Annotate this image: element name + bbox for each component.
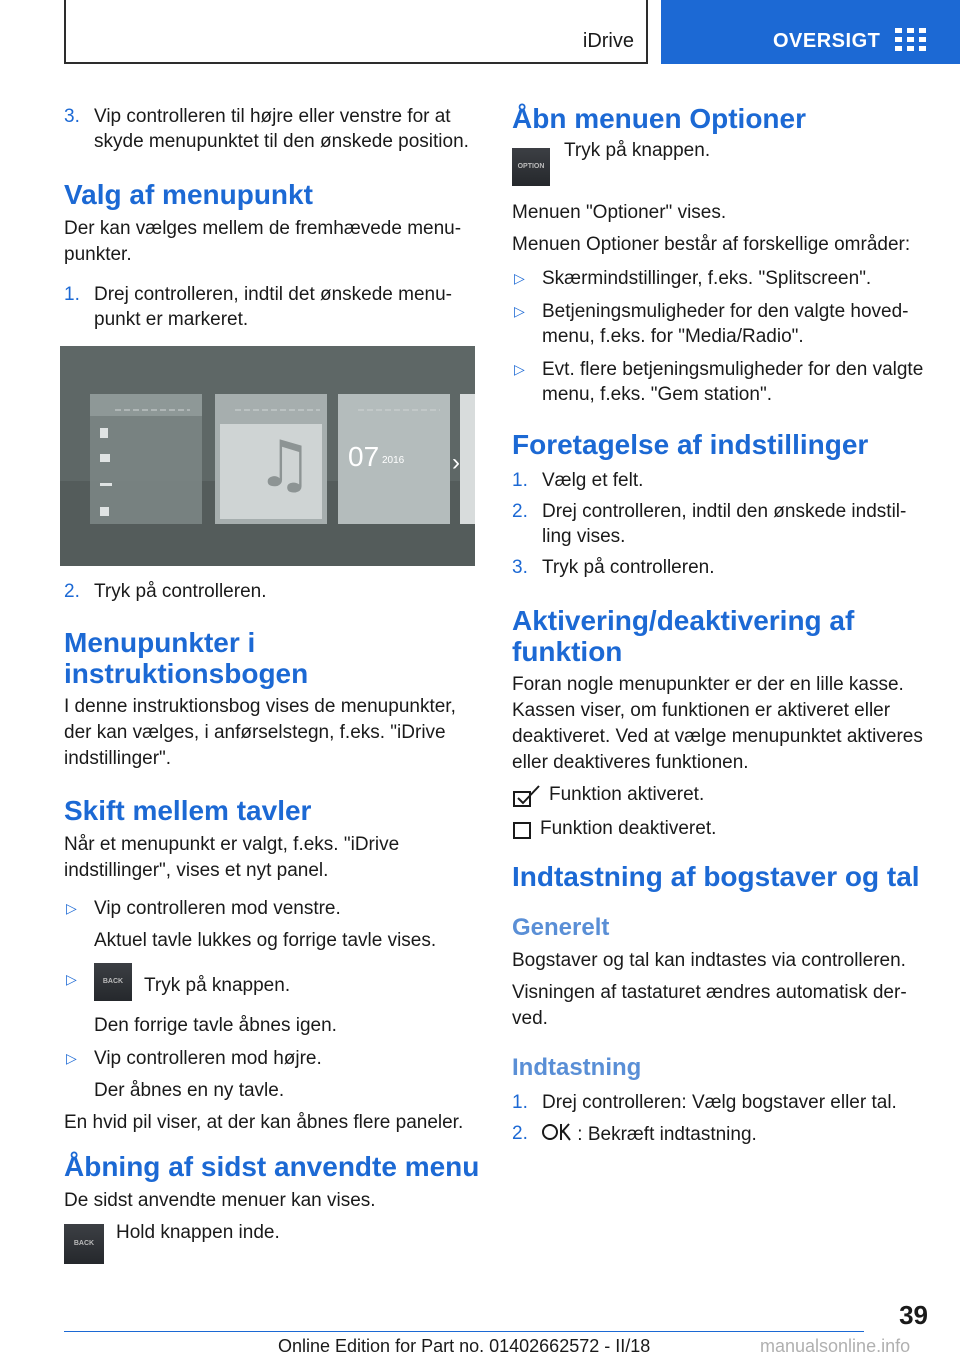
valg-step-2: [64, 579, 484, 604]
checkbox-checked-icon: [512, 784, 542, 810]
skift-paragraph: Når et menupunkt er valgt, f.eks. "iDrive indstillinger", vises et nyt panel.: [64, 834, 400, 881]
footer-watermark: manualsonline.info: [760, 1336, 911, 1356]
step-text: Tryk på controlleren.: [94, 581, 267, 602]
heading-aktivering: Aktivering/deaktivering af funktion: [512, 605, 855, 667]
section-aabning: [64, 1151, 484, 1266]
heading-indtastning: Indtastning: [512, 1054, 642, 1081]
valg-step-1: [64, 282, 484, 332]
header-chapter-title: OVERSIGT: [773, 30, 881, 52]
checkbox-on-row: [512, 784, 932, 810]
footer-edition: Online Edition for Part no. 01402662572 - II/18: [278, 1336, 651, 1356]
bullet-text: Evt. flere betjeningsmuligheder for den valgte menu, f.eks. "Gem station".: [542, 359, 924, 405]
bullet-text: Vip controlleren mod venstre.: [94, 898, 341, 919]
skift-bullet-1: [64, 896, 484, 921]
triangle-bullet-icon: ▷: [514, 361, 525, 377]
aabning-button-row: [64, 1224, 484, 1266]
step-number: 3.: [64, 106, 80, 127]
button-caption: Tryk på knappen.: [564, 140, 711, 161]
option-button-icon: OPTION: [512, 148, 550, 186]
svg-text:♫: ♫: [256, 428, 314, 502]
skift-bullet-3: [64, 1046, 484, 1071]
heading-skift: Skift mellem tavler: [64, 795, 312, 826]
menupunkter-paragraph: I denne instruktionsbog vises de menupunkter, der kan vælges, i anførselstegn, f.eks. "iDrive indstillinger".: [64, 696, 456, 769]
indtastning-step-2: [512, 1121, 932, 1147]
aktivering-paragraph: Foran nogle menupunkter er der en lille kasse. Kassen viser, om funktionen er aktiveret eller deaktiveret. Ved at vælge menupunktet aktiveres eller deaktiveres funktionen.: [512, 674, 923, 773]
step-number: 2.: [512, 501, 528, 522]
aabning-paragraph: De sidst anvendte menuer kan vises.: [64, 1190, 376, 1211]
generelt-p1: Bogstaver og tal kan indtastes via controlleren.: [512, 950, 906, 971]
foretagelse-step-2: [512, 499, 932, 549]
section-indtastning-bogstaver: [512, 861, 932, 1147]
bullet-text: Skærmindstillinger, f.eks. "Splitscreen".: [542, 268, 872, 289]
idrive-screen-illustration: [60, 346, 475, 566]
bullet-text: Betjeningsmuligheder for den valgte hoved-menu, f.eks. for "Media/Radio".: [542, 301, 909, 347]
triangle-bullet-icon: ▷: [66, 900, 77, 916]
checkbox-label: Funktion deaktiveret.: [540, 818, 717, 839]
triangle-bullet-icon: ▷: [66, 1050, 77, 1066]
optioner-bullet-3: [512, 357, 932, 407]
button-caption: Hold knappen inde.: [116, 1222, 280, 1243]
foretagelse-step-3: [512, 555, 932, 580]
step-text: Vip controlleren til højre eller venstre for at skyde menupunktet til den ønskede position.: [94, 106, 469, 152]
step-text: Drej controlleren: Vælg bogstaver eller tal.: [542, 1092, 897, 1113]
skift-end-paragraph: En hvid pil viser, at der kan åbnes flere paneler.: [64, 1112, 464, 1133]
triangle-bullet-icon: ▷: [66, 971, 77, 987]
step-3: [64, 104, 484, 154]
triangle-bullet-icon: ▷: [514, 270, 525, 286]
triangle-bullet-icon: ▷: [514, 303, 525, 319]
back-button-icon: BACK: [64, 1224, 104, 1264]
valg-step-2-wrap: [64, 579, 484, 604]
step-number: 2.: [64, 581, 80, 602]
optioner-p2: Menuen Optioner består af forskellige områder:: [512, 234, 911, 255]
checkbox-empty-icon: [512, 818, 534, 844]
section-valg: [64, 179, 484, 332]
foretagelse-step-1: [512, 468, 932, 493]
heading-foretagelse: Foretagelse af indstillinger: [512, 429, 869, 460]
skift-bullet-1-sub: Aktuel tavle lukkes og forrige tavle vises.: [94, 930, 437, 951]
valg-paragraph: Der kan vælges mellem de fremhævede menu-punkter.: [64, 218, 462, 265]
optioner-bullet-1: [512, 266, 932, 291]
back-button-icon: BACK: [94, 963, 132, 1001]
heading-generelt: Generelt: [512, 914, 610, 941]
svg-text:›: ›: [452, 449, 460, 476]
step-text: Drej controlleren, indtil den ønskede indstil-ling vises.: [542, 501, 907, 547]
grid-menu-icon: [895, 28, 927, 52]
screen-date: 07: [348, 441, 380, 472]
option-button-row: [512, 140, 932, 192]
skift-bullet-3-sub: Der åbnes en ny tavle.: [94, 1080, 285, 1101]
page-number: 39: [899, 1300, 928, 1330]
header-section-box: [64, 0, 648, 64]
step-text: Tryk på controlleren.: [542, 557, 715, 578]
heading-valg: Valg af menupunkt: [64, 179, 313, 210]
header-chapter-tab[interactable]: [661, 0, 960, 64]
section-aktivering: [512, 605, 932, 844]
step-number: 1.: [64, 284, 80, 305]
optioner-p1: Menuen "Optioner" vises.: [512, 202, 727, 223]
step-text: Vælg et felt.: [542, 470, 644, 491]
checkbox-off-row: [512, 818, 932, 844]
optioner-bullet-2: [512, 299, 932, 349]
section-optioner: [512, 103, 932, 407]
checkbox-label: Funktion aktiveret.: [549, 784, 705, 805]
section-foretagelse: [512, 429, 932, 580]
step-number: 1.: [512, 1092, 528, 1113]
screen-year: 2016: [382, 455, 405, 466]
step-text: : Bekræft indtastning.: [577, 1124, 757, 1145]
heading-aabning: Åbning af sidst anvendte menu: [64, 1151, 480, 1182]
section-skift: [64, 795, 484, 1136]
section-menupunkter: [64, 627, 464, 772]
step-number: 3.: [512, 557, 528, 578]
heading-optioner: Åbn menuen Optioner: [512, 103, 806, 134]
footer-divider: [64, 1331, 864, 1332]
idrive-screen-image: [60, 346, 475, 566]
header-section-title: iDrive: [582, 30, 634, 52]
generelt-p2: Visningen af tastaturet ændres automatisk der-ved.: [512, 982, 907, 1029]
heading-menupunkter: Menupunkter i instruktionsbogen: [64, 627, 309, 689]
heading-indtastning-bogstaver: Indtastning af bogstaver og tal: [512, 861, 920, 892]
skift-bullet-2-sub: Den forrige tavle åbnes igen.: [94, 1015, 337, 1036]
bullet-text: Vip controlleren mod højre.: [94, 1048, 322, 1069]
left-column: [64, 104, 484, 154]
ok-symbol-icon: [542, 1121, 572, 1143]
bullet-text: Tryk på knappen.: [144, 975, 291, 996]
step-text: Drej controlleren, indtil det ønskede menu-punkt er markeret.: [94, 284, 453, 330]
skift-bullet-2: [64, 967, 484, 1009]
step-number: 1.: [512, 470, 528, 491]
step-number: 2.: [512, 1123, 528, 1144]
indtastning-step-1: [512, 1090, 932, 1115]
